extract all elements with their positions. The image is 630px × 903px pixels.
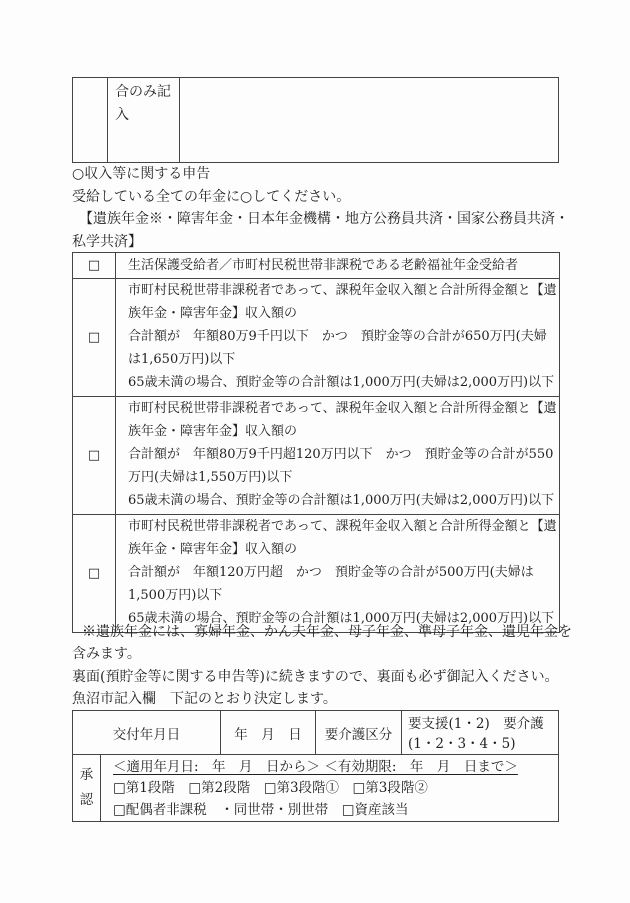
condition-line: 族年金・障害年金】収入額の bbox=[128, 306, 298, 321]
continuation-note-cell bbox=[108, 78, 180, 163]
continuation-empty-cell bbox=[73, 78, 108, 163]
stage-options-line[interactable]: □第1段階 □第2段階 □第3段階① □第3段階② bbox=[113, 780, 428, 797]
city-table-header-row bbox=[72, 710, 559, 755]
approval-content bbox=[101, 755, 559, 822]
eligibility-table bbox=[72, 252, 560, 633]
back-page-note: 裏面(預貯金等に関する申告等)に続きますので、裏面も必ず御記入ください。 bbox=[72, 668, 559, 685]
care-level-options[interactable] bbox=[402, 711, 559, 755]
continuation-note-line: 入 bbox=[115, 107, 129, 123]
instruction-text: 受給している全ての年金に○してください。 bbox=[72, 188, 351, 205]
condition-line: 生活保護受給者／市町村民税世帯非課税である老齢福祉年金受給者 bbox=[128, 258, 519, 273]
condition-text bbox=[116, 253, 560, 279]
condition-line: 万円(夫婦は1,550万円)以下 bbox=[128, 470, 293, 485]
condition-line: は1,650万円)以下 bbox=[128, 352, 236, 367]
checkbox[interactable]: □ bbox=[73, 279, 116, 397]
table-row bbox=[73, 253, 560, 279]
income-declaration-block bbox=[72, 163, 572, 253]
care-level-option-line: 要支援(1・2) 要介護 bbox=[408, 715, 544, 732]
condition-line: 市町村民税世帯非課税者であって、課税年金収入額と合計所得金額と【遺 bbox=[128, 519, 557, 534]
care-level-header: 要介護区分 bbox=[316, 711, 402, 755]
table-row bbox=[73, 279, 560, 397]
section-heading: ○収入等に関する申告 bbox=[72, 166, 211, 182]
table-row bbox=[73, 397, 560, 515]
city-table bbox=[72, 710, 559, 822]
continuation-entry-cell[interactable] bbox=[180, 78, 559, 163]
issue-date-header: 交付年月日 bbox=[73, 711, 221, 755]
footnote: ※遺族年金には、寡婦年金、かん夫年金、母子年金、準母子年金、遺児年金を bbox=[82, 624, 572, 640]
condition-text bbox=[116, 279, 560, 397]
approval-label bbox=[73, 755, 101, 822]
condition-line: 族年金・障害年金】収入額の bbox=[128, 542, 298, 557]
city-entry-note: 魚沼市記入欄 下記のとおり決定します。 bbox=[72, 691, 337, 708]
condition-line: 市町村民税世帯非課税者であって、課税年金収入額と合計所得金額と【遺 bbox=[128, 401, 557, 416]
condition-line: 合計額が 年額80万9千円超120万円以下 かつ 預貯金等の合計が550 bbox=[128, 447, 554, 462]
checkbox[interactable]: □ bbox=[73, 397, 116, 515]
condition-text bbox=[116, 397, 560, 515]
table-row bbox=[73, 515, 560, 633]
condition-line: 65歳未満の場合、預貯金等の合計額は1,000万円(夫婦は2,000万円)以下 bbox=[128, 493, 555, 508]
approval-label-line: 承 bbox=[79, 766, 94, 783]
condition-line: 1,500万円)以下 bbox=[128, 588, 223, 603]
checkbox[interactable]: □ bbox=[73, 253, 116, 279]
condition-line: 65歳未満の場合、預貯金等の合計額は1,000万円(夫婦は2,000万円)以下 bbox=[128, 611, 555, 626]
condition-line: 合計額が 年額120万円超 かつ 預貯金等の合計が500万円(夫婦は bbox=[128, 565, 534, 580]
approval-row bbox=[72, 754, 559, 822]
continuation-table bbox=[72, 77, 559, 163]
care-level-option-line: (1・2・3・4・5) bbox=[408, 735, 516, 752]
category-options-line[interactable]: □配偶者非課税 ・同世帯・別世帯 □資産該当 bbox=[113, 801, 409, 818]
application-period-line[interactable] bbox=[113, 757, 556, 778]
condition-line: 族年金・障害年金】収入額の bbox=[128, 424, 298, 439]
footnote: 含みます。 bbox=[72, 646, 141, 663]
notes-block bbox=[72, 621, 572, 711]
condition-line: 合計額が 年額80万9千円以下 かつ 預貯金等の合計が650万円(夫婦 bbox=[128, 329, 547, 344]
condition-text bbox=[116, 515, 560, 633]
pension-types-text: 【遺族年金※・障害年金・日本年金機構・地方公務員共済・国家公務員共済・ bbox=[79, 211, 569, 228]
condition-line: 市町村民税世帯非課税者であって、課税年金収入額と合計所得金額と【遺 bbox=[128, 283, 557, 298]
approval-label-line: 認 bbox=[79, 791, 94, 808]
date-value-cell[interactable]: 年 月 日 bbox=[221, 711, 316, 755]
checkbox[interactable]: □ bbox=[73, 515, 116, 633]
condition-line: 65歳未満の場合、預貯金等の合計額は1,000万円(夫婦は2,000万円)以下 bbox=[128, 375, 555, 390]
continuation-note-line: 合のみ記 bbox=[115, 84, 171, 100]
pension-types-text: 私学共済】 bbox=[72, 233, 142, 250]
application-period-text: ＜適用年月日: 年 月 日から＞ ＜有効期限: 年 月 日まで＞ bbox=[113, 759, 518, 775]
